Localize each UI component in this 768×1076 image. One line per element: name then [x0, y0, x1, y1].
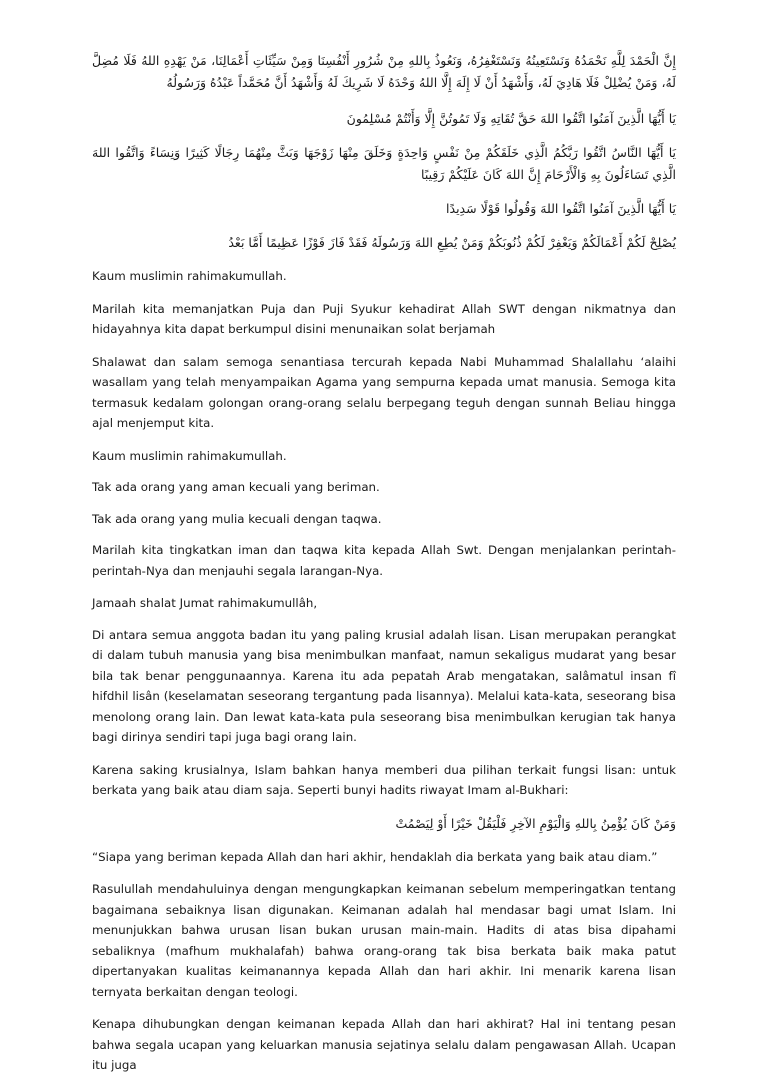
- arabic-verse-2: يَا أَيُّهَا النَّاسُ اتَّقُوا رَبَّكُمُ الَّذِي خَلَقَكُمْ مِنْ نَفْسٍ وَاحِدَةٍ وَخَلَقَ مِنْهَا زَوْجَهَا وَبَثَّ مِنْهُمَا رِجَالًا كَثِيرًا وَنِسَاءً وَاتَّقُوا اللهَ الَّذِي تَسَاءَلُونَ بِهِ وَالْأَرْحَامَ إِنَّ اللهَ كَانَ عَلَيْكُمْ رَقِيبًا: [92, 145, 676, 182]
- paragraph-kenapa: Kenapa dihubungkan dengan keimanan kepada Allah dan hari akhirat? Hal ini tentang pesan bahwa segala ucapan yang keluarkan manusia sejatinya selalu dalam pengawasan Allah. Ucapan itu juga: [92, 1017, 676, 1072]
- arabic-verse-1: يَا أَيُّهَا الَّذِينَ آمَنُوا اتَّقُوا اللهَ حَقَّ تُقَاتِهِ وَلَا تَمُوتُنَّ إِلَّا وَأَنْتُمْ مُسْلِمُونَ: [346, 111, 676, 126]
- paragraph-mulia: Tak ada orang yang mulia kecuali dengan taqwa.: [92, 511, 382, 526]
- paragraph-shalawat: Shalawat dan salam semoga senantiasa tercurah kepada Nabi Muhammad Shalallahu ‘alaihi wasallam yang telah menyampaikan Agama yang sempurna kepada umat manusia. Semoga kita termasuk kedalam golongan orang-orang selalu berpegang teguh dengan sunnah Beliau hingga ajal menjemput kita.: [92, 354, 676, 430]
- paragraph-greeting: Kaum muslimin rahimakumullah.: [92, 269, 287, 283]
- paragraph-greeting-2: Kaum muslimin rahimakumullah.: [92, 448, 287, 463]
- paragraph-krusial: Karena saking krusialnya, Islam bahkan hanya memberi dua pilihan terkait fungsi lisan: untuk berkata yang baik atau diam saja. Seperti bunyi hadits riwayat Imam al-Bukhari:: [92, 762, 676, 797]
- arabic-verse-4: يُصْلِحْ لَكُمْ أَعْمَالَكُمْ وَيَغْفِرْ لَكُمْ ذُنُوبَكُمْ وَمَنْ يُطِعِ اللهَ وَرَسُولَهُ فَقَدْ فَازَ فَوْزًا عَظِيمًا أَمَّا بَعْدُ: [228, 235, 676, 250]
- paragraph-aman: Tak ada orang yang aman kecuali yang beriman.: [92, 480, 380, 494]
- arabic-hadith: وَمَنْ كَانَ يُؤْمِنُ بِاللهِ وَالْيَوْمِ الآخِرِ فَلْيَقُلْ خَيْرًا أَوْ لِيَصْمُتْ: [395, 815, 676, 831]
- paragraph-hadith-translation: “Siapa yang beriman kepada Allah dan hari akhir, hendaklah dia berkata yang baik atau diam.”: [92, 849, 658, 864]
- arabic-verse-3: يَا أَيُّهَا الَّذِينَ آمَنُوا اتَّقُوا اللهَ وَقُولُوا قَوْلًا سَدِيدًا: [446, 201, 676, 216]
- paragraph-gratitude: Marilah kita memanjatkan Puja dan Puji Syukur kehadirat Allah SWT dengan nikmatnya dan hidayahnya kita dapat berkumpul disini menunaikan solat berjamah: [92, 301, 676, 336]
- arabic-opening: إِنَّ الْحَمْدَ لِلَّهِ نَحْمَدُهُ وَنَسْتَعِينُهُ وَنَسْتَغْفِرُهُ، وَنَعُوذُ بِاللهِ مِنْ شُرُورِ أَنْفُسِنَا وَمِنْ سَيِّئَاتِ أَعْمَالِنَا، مَنْ يَهْدِهِ اللهُ فَلَا مُضِلَّ لَهُ، وَمَنْ يُضْلِلْ فَلَا هَادِيَ لَهُ، وَأَشْهَدُ أَنْ لَا إِلَهَ إِلَّا اللهُ وَحْدَهُ لَا شَرِيكَ لَهُ وَأَشْهَدُ أَنَّ مُحَمَّداً عَبْدُهُ وَرَسُولُهُ: [92, 53, 676, 90]
- paragraph-lisan: Di antara semua anggota badan itu yang paling krusial adalah lisan. Lisan merupakan perangkat di dalam tubuh manusia yang bisa menimbulkan manfaat, namun sekaligus mudarat yang besar bila tak benar penggunaannya. Karena itu ada pepatah Arab mengatakan, salâmatul insan fî hifdhil lisân (keselamatan seseorang tergantung pada lisannya). Melalui kata-kata, seseorang bisa menolong orang lain. Dan lewat kata-kata pula seseorang bisa menimbulkan kerugian tak hanya bagi dirinya sendiri tapi juga bagi orang lain.: [92, 627, 676, 744]
- paragraph-taqwa: Marilah kita tingkatkan iman dan taqwa kita kepada Allah Swt. Dengan menjalankan perintah-perintah-Nya dan menjauhi segala larangan-Nya.: [92, 543, 676, 578]
- paragraph-rasulullah: Rasulullah mendahuluinya dengan mengungkapkan keimanan sebelum memperingatkan tentang bagaimana sebaiknya lisan digunakan. Keimanan adalah hal mendasar bagi umat Islam. Ini menunjukkan bahwa urusan lisan bukan urusan main-main. Hadits di atas bisa dipahami sebaliknya (mafhum mukhalafah) bahwa orang-orang tak bisa berkata baik maka patut dipertanyakan kualitas keimanannya kepada Allah dan hari akhir. Ini menarik karena lisan ternyata berkaitan dengan teologi.: [92, 882, 676, 999]
- paragraph-jamaah: Jamaah shalat Jumat rahimakumullâh,: [92, 596, 318, 610]
